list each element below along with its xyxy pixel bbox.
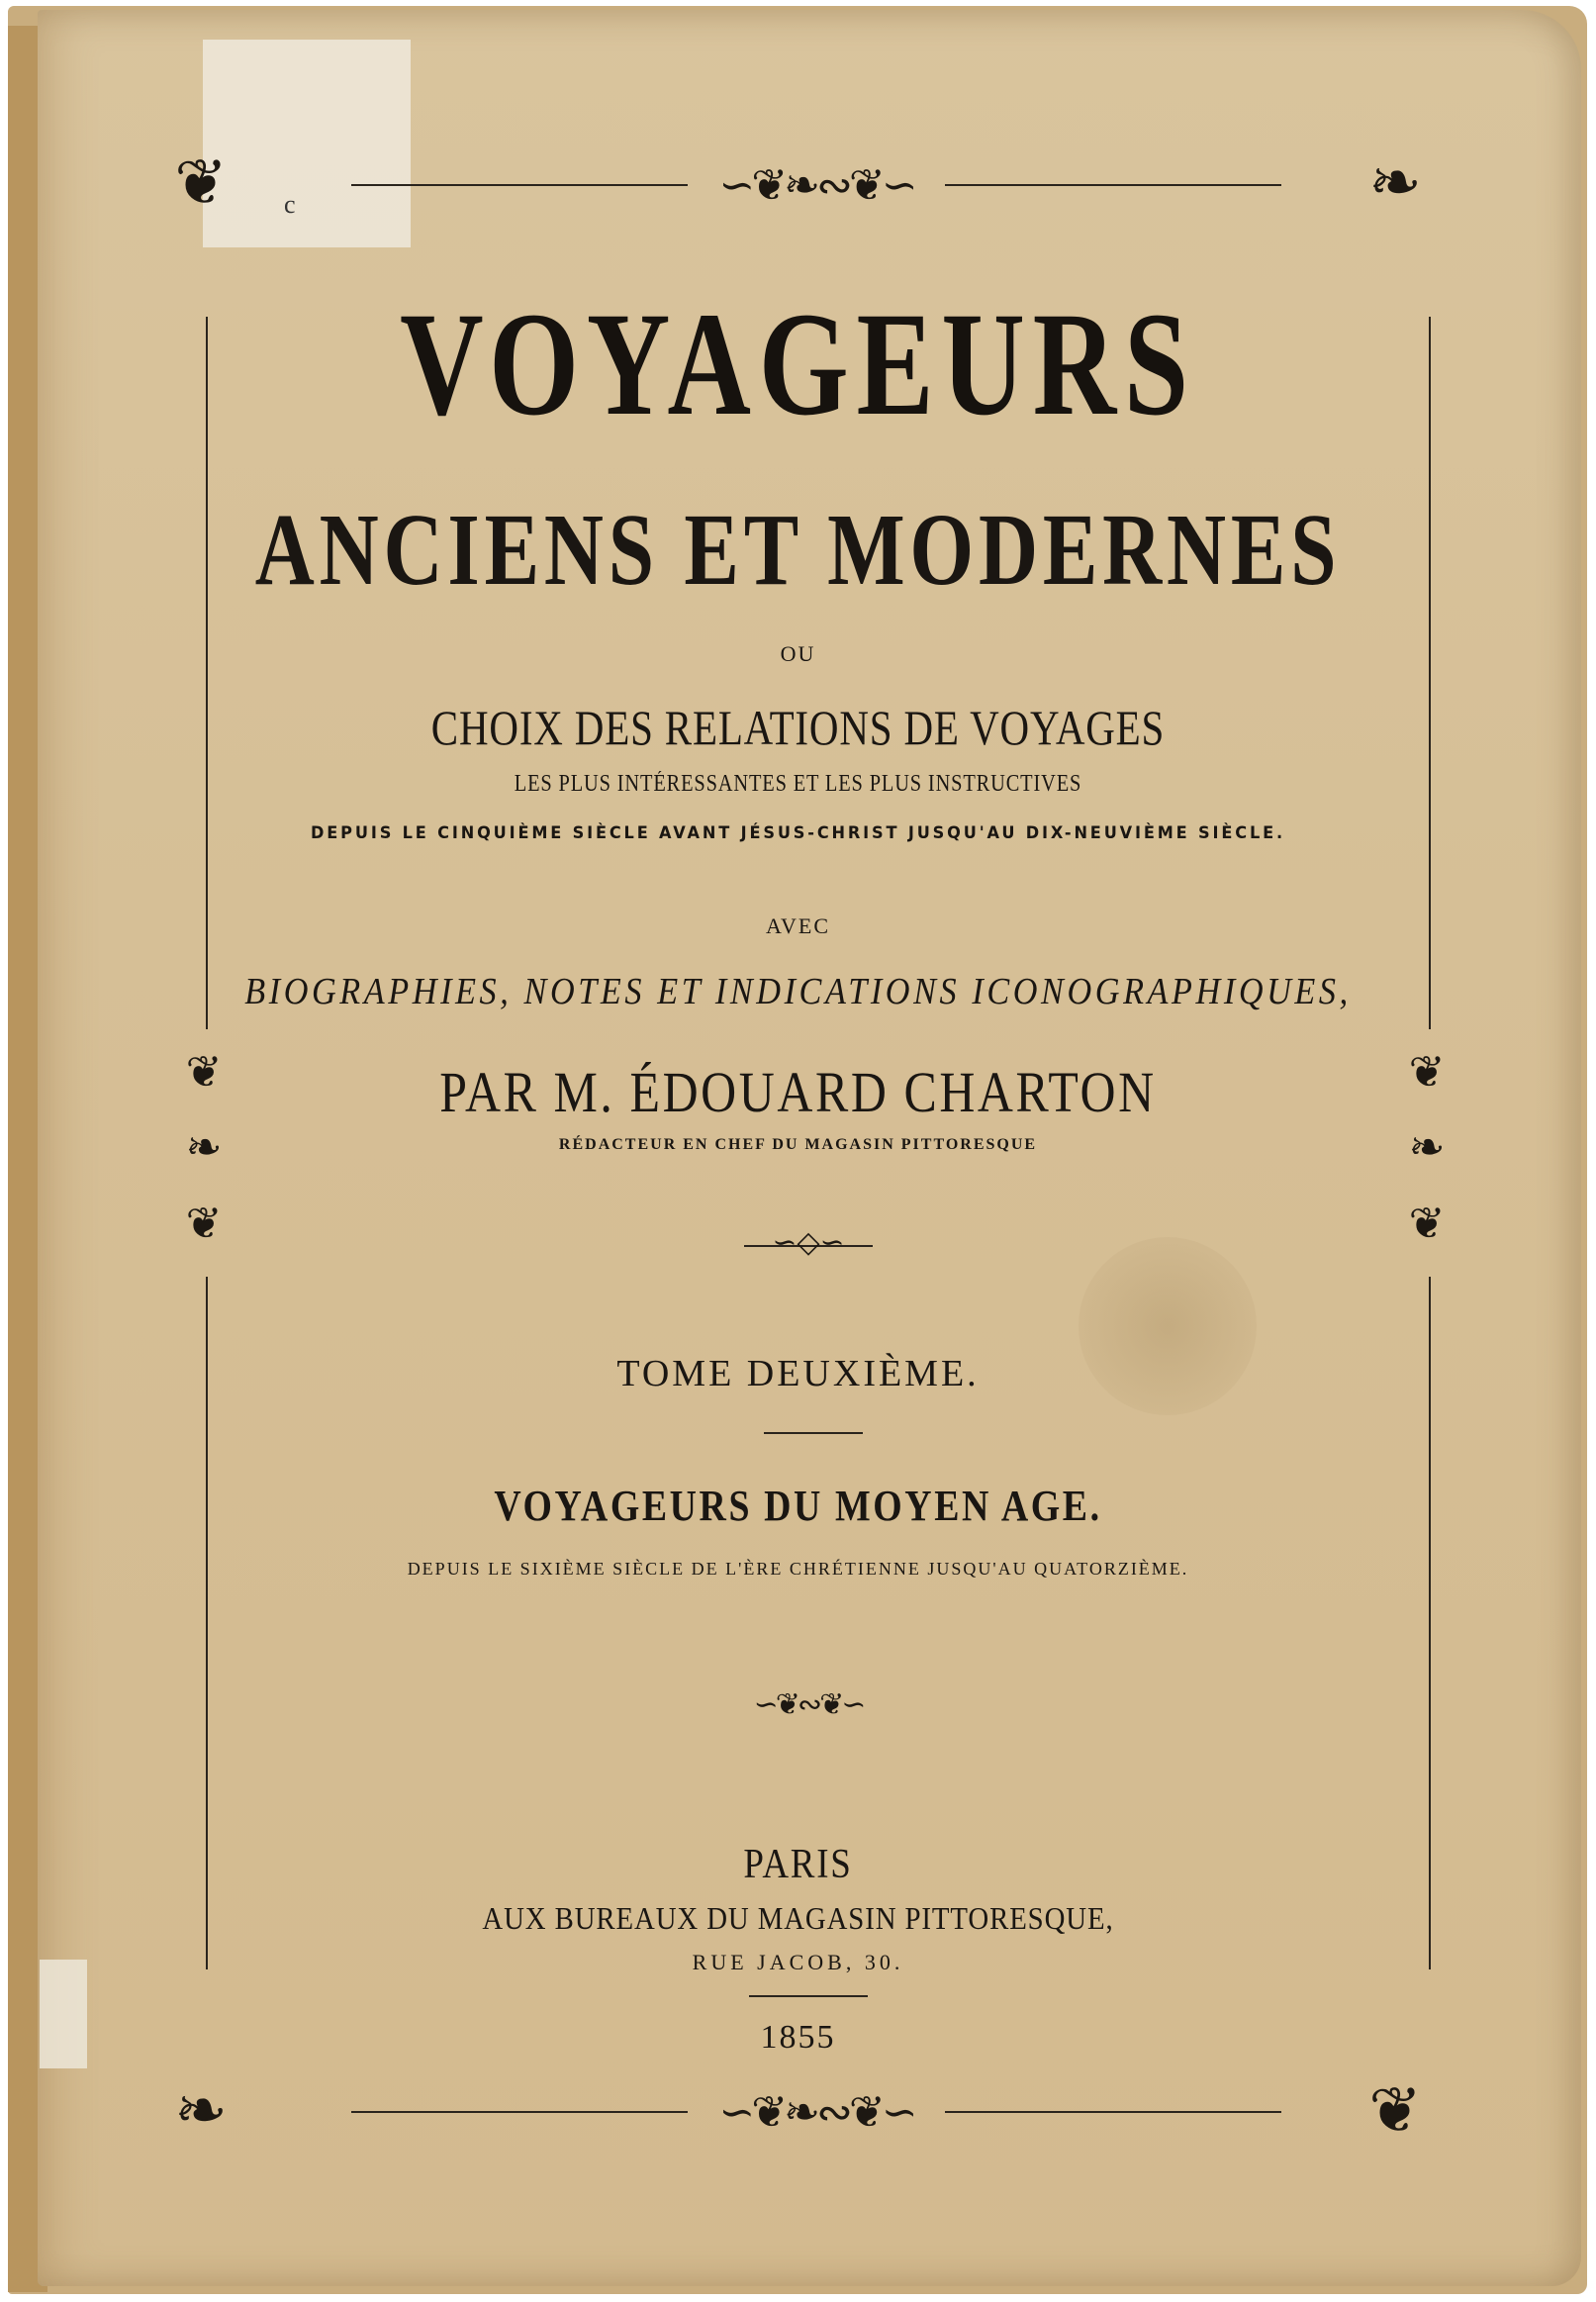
frame-top-ornament: ∽❦❧∾❦∽ xyxy=(718,160,914,210)
divider-ornament-1: ∽◇∽ xyxy=(772,1226,845,1259)
book-title: VOYAGEURS xyxy=(400,282,1196,446)
frame-corner-bottom-left: ❧ xyxy=(174,2075,228,2146)
period-line: DEPUIS LE CINQUIÈME SIÈCLE AVANT JÉSUS-CHRIST JUSQU'AU DIX-NEUVIÈME SIÈCLE. xyxy=(311,823,1285,843)
description-qualifier: LES PLUS INTÉRESSANTES ET LES PLUS INSTRUCTIVES xyxy=(514,771,1082,797)
frame-corner-top-left: ❦ xyxy=(174,147,228,218)
frame-corner-bottom-right: ❦ xyxy=(1368,2075,1422,2146)
book-subtitle: ANCIENS ET MODERNES xyxy=(254,493,1342,607)
imprint-address: RUE JACOB, 30. xyxy=(692,1950,904,1974)
conjunction-ou: OU xyxy=(780,641,816,666)
author-name: PAR M. ÉDOUARD CHARTON xyxy=(439,1060,1157,1124)
divider-ornament-2: ∽❦∾❦∽ xyxy=(753,1688,864,1721)
imprint-publisher: AUX BUREAUX DU MAGASIN PITTORESQUE, xyxy=(482,1900,1114,1936)
volume-label: TOME DEUXIÈME. xyxy=(616,1353,980,1394)
frame-top-left-rule xyxy=(351,184,688,186)
part-title: VOYAGEURS DU MOYEN AGE. xyxy=(494,1482,1102,1530)
author-role: RÉDACTEUR EN CHEF DU MAGASIN PITTORESQUE xyxy=(558,1136,1038,1153)
divider-rule-2 xyxy=(764,1432,863,1434)
imprint-city: PARIS xyxy=(743,1842,853,1887)
description-line: CHOIX DES RELATIONS DE VOYAGES xyxy=(430,700,1166,755)
library-label-mark: c xyxy=(284,190,296,219)
frame-right-ornament: ❦ ❧ ❦ xyxy=(1408,1047,1446,1249)
frame-left-ornament: ❦ ❧ ❦ xyxy=(185,1047,223,1249)
imprint-year: 1855 xyxy=(760,2019,836,2056)
biographies-line: BIOGRAPHIES, NOTES ET INDICATIONS ICONOGRAPHIQUES, xyxy=(244,971,1352,1012)
part-range: DEPUIS LE SIXIÈME SIÈCLE DE L'ÈRE CHRÉTIENNE JUSQU'AU QUATORZIÈME. xyxy=(407,1559,1189,1579)
divider-rule-3 xyxy=(749,1995,868,1997)
frame-top-right-rule xyxy=(945,184,1281,186)
frame-bottom-ornament: ∽❦❧∾❦∽ xyxy=(718,2087,914,2137)
frame-bottom-right-rule xyxy=(945,2111,1281,2113)
frame-bottom-left-rule xyxy=(351,2111,688,2113)
conjunction-avec: AVEC xyxy=(765,913,831,938)
frame-corner-top-right: ❧ xyxy=(1368,147,1422,218)
